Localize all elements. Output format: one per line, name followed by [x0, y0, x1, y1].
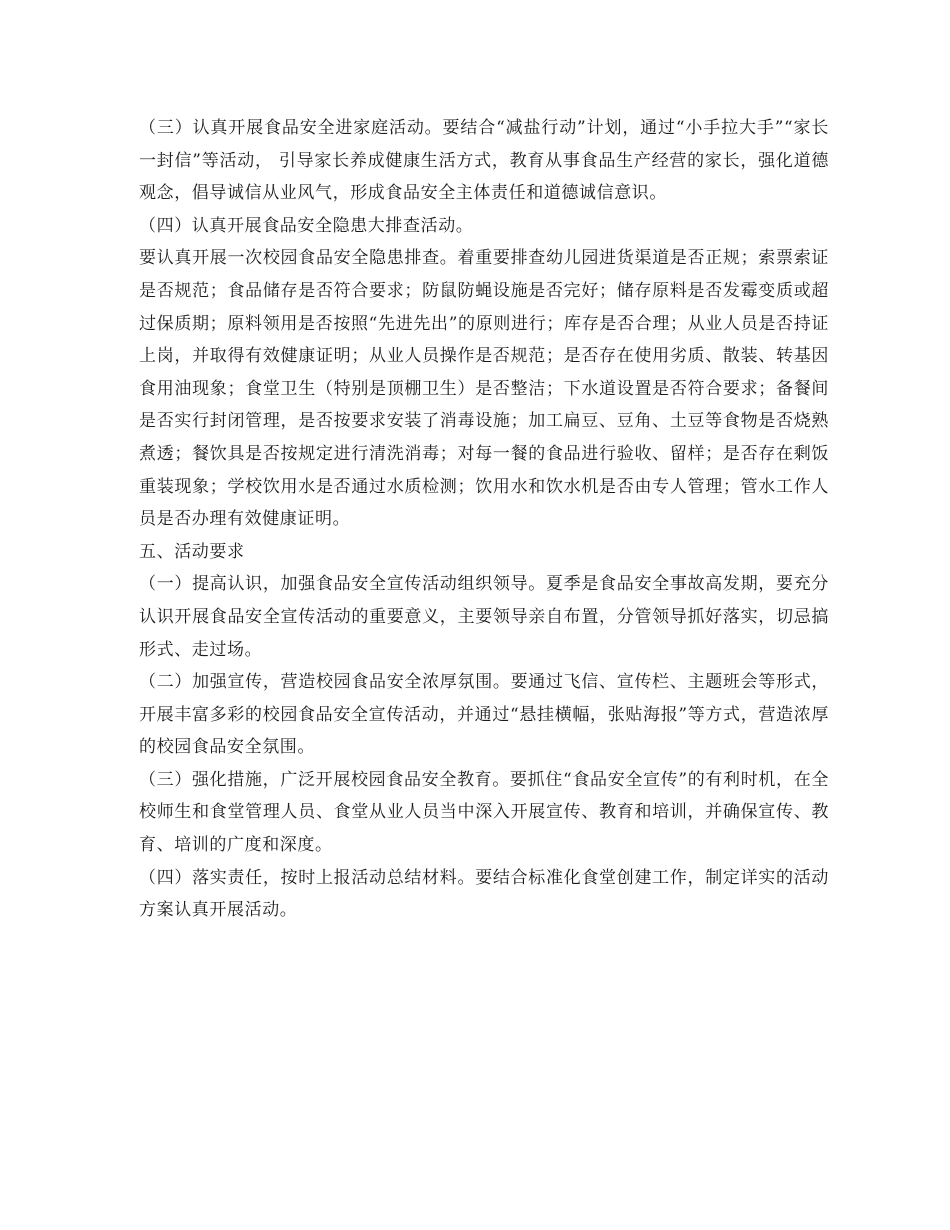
section-heading-requirements: 五、活动要求	[139, 541, 245, 562]
paragraph-raise-awareness: （一）提高认识，加强食品安全宣传活动组织领导。夏季是食品安全事故高发期，要充分认识开展食品安全宣传活动的重要意义，主要领导亲自布置，分管领导抓好落实，切忌搞形式、走过场。	[139, 574, 829, 660]
document-body	[139, 112, 829, 927]
paragraph-strengthen-publicity: （二）加强宣传，营造校园食品安全浓厚氛围。要通过飞信、宣传栏、主题班会等形式，开展丰富多彩的校园食品安全宣传活动，并通过“悬挂横幅，张贴海报”等方式，营造浓厚的校园食品安全氛围。	[139, 672, 829, 758]
paragraph-implement-responsibility: （四）落实责任，按时上报活动总结材料。要结合标准化食堂创建工作，制定详实的活动方案认真开展活动。	[139, 867, 829, 921]
paragraph-strengthen-measures: （三）强化措施，广泛开展校园食品安全教育。要抓住“食品安全宣传”的有利时机，在全校师生和食堂管理人员、食堂从业人员当中深入开展宣传、教育和培训，并确保宣传、教育、培训的广度和深度。	[139, 769, 829, 856]
paragraph-hazard-inspection: 要认真开展一次校园食品安全隐患排查。着重要排查幼儿园进货渠道是否正规；索票索证是否规范；食品储存是否符合要求；防鼠防蝇设施是否完好；储存原料是否发霉变质或超过保质期；原料领用是否按照“先进先出”的原则进行；库存是否合理；从业人员是否持证上岗，并取得有效健康证明；从业人员操作是否规范；是否存在使用劣质、散装、转基因食用油现象；食堂卫生（特别是顶棚卫生）是否整洁；下水道设置是否符合要求；备餐间是否实行封闭管理，是否按要求安装了消毒设施；加工扁豆、豆角、土豆等食物是否烧熟煮透；餐饮具是否按规定进行清洗消毒；对每一餐的食品进行验收、留样；是否存在剩饭重装现象；学校饮用水是否通过水质检测；饮用水和饮水机是否由专人管理；管水工作人员是否办理有效健康证明。	[139, 248, 829, 530]
paragraph-family-activity: （三）认真开展食品安全进家庭活动。要结合“减盐行动”计划，通过“小手拉大手”“家长一封信”等活动， 引导家长养成健康生活方式，教育从事食品生产经营的家长，强化道德观念，倡导诚信从业风气，形成食品安全主体责任和道德诚信意识。	[139, 118, 829, 204]
paragraph-hazard-heading: （四）认真开展食品安全隐患大排查活动。	[139, 215, 474, 236]
